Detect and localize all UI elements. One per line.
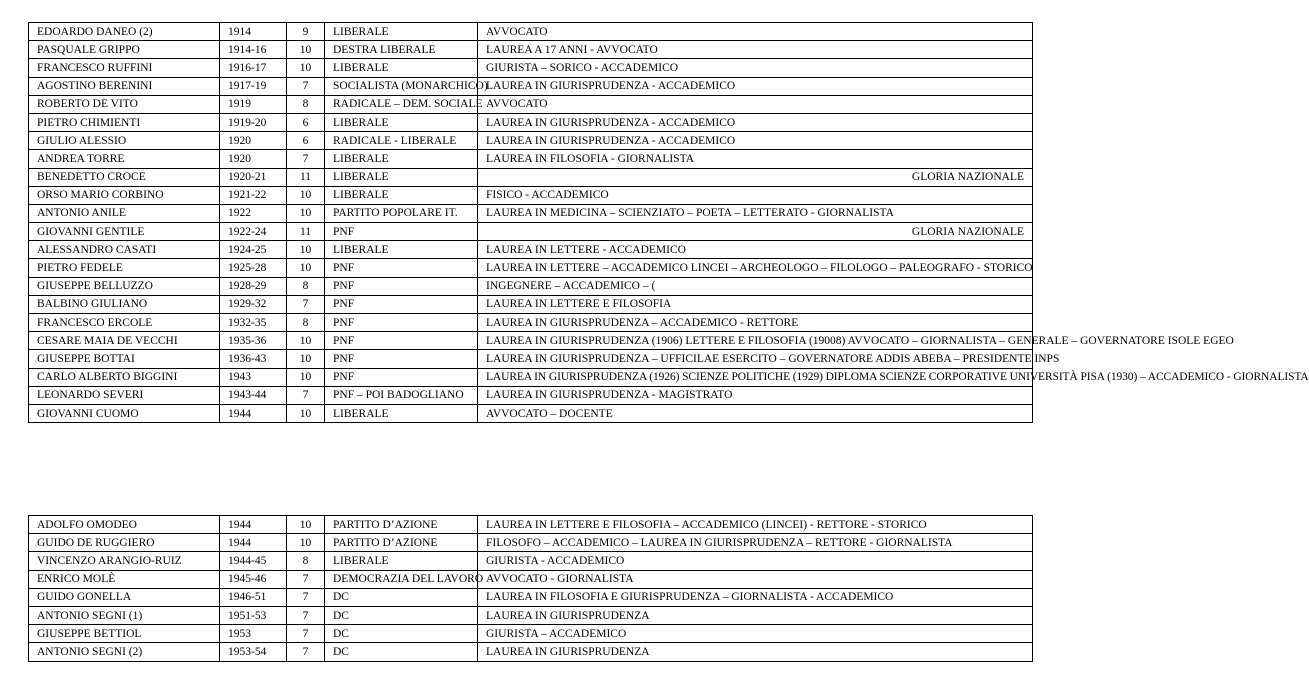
years-cell: 1953 [220, 625, 287, 643]
table-row [29, 77, 1033, 95]
minister-name-cell: ENRICO MOLÈ [29, 570, 220, 588]
party-cell: LIBERALE [325, 404, 478, 422]
government-number-cell: 8 [287, 314, 325, 332]
minister-name-cell: LEONARDO SEVERI [29, 386, 220, 404]
notes-cell: LAUREA IN GIURISPRUDENZA - MAGISTRATO [478, 386, 1033, 404]
years-cell: 1944 [220, 516, 287, 534]
table-row [29, 516, 1033, 534]
table-row [29, 59, 1033, 77]
table-row [29, 186, 1033, 204]
party-cell: DC [325, 625, 478, 643]
table-row [29, 204, 1033, 222]
party-cell: PNF [325, 295, 478, 313]
minister-name-cell: CESARE MAIA DE VECCHI [29, 332, 220, 350]
government-number-cell: 10 [287, 368, 325, 386]
years-cell: 1943-44 [220, 386, 287, 404]
minister-name-cell: FRANCESCO RUFFINI [29, 59, 220, 77]
notes-cell: LAUREA IN LETTERE E FILOSOFIA [478, 295, 1033, 313]
years-cell: 1936-43 [220, 350, 287, 368]
table-row [29, 95, 1033, 113]
minister-name-cell: PIETRO CHIMIENTI [29, 113, 220, 131]
minister-name-cell: ORSO MARIO CORBINO [29, 186, 220, 204]
years-cell: 1943 [220, 368, 287, 386]
table-row [29, 277, 1033, 295]
minister-name-cell: GIOVANNI GENTILE [29, 223, 220, 241]
minister-name-cell: ANDREA TORRE [29, 150, 220, 168]
years-cell: 1925-28 [220, 259, 287, 277]
ministers-table-2 [28, 515, 1033, 662]
table-row [29, 606, 1033, 624]
table-row [29, 570, 1033, 588]
notes-cell: FISICO - ACCADEMICO [478, 186, 1033, 204]
years-cell: 1916-17 [220, 59, 287, 77]
party-cell: RADICALE – DEM. SOCIALE [325, 95, 478, 113]
government-number-cell: 10 [287, 404, 325, 422]
minister-name-cell: GIUSEPPE BETTIOL [29, 625, 220, 643]
ministers-table-2-body [29, 516, 1033, 662]
party-cell: PNF [325, 314, 478, 332]
notes-cell: LAUREA IN GIURISPRUDENZA [478, 643, 1033, 661]
table-row [29, 404, 1033, 422]
notes-cell: LAUREA IN LETTERE – ACCADEMICO LINCEI – ARCHEOLOGO – FILOLOGO – PALEOGRAFO - STORICO [478, 259, 1033, 277]
minister-name-cell: ANTONIO ANILE [29, 204, 220, 222]
table-row [29, 332, 1033, 350]
years-cell: 1920 [220, 132, 287, 150]
government-number-cell: 7 [287, 150, 325, 168]
party-cell: DC [325, 643, 478, 661]
minister-name-cell: EDOARDO DANEO (2) [29, 23, 220, 41]
years-cell: 1921-22 [220, 186, 287, 204]
minister-name-cell: CARLO ALBERTO BIGGINI [29, 368, 220, 386]
years-cell: 1917-19 [220, 77, 287, 95]
government-number-cell: 11 [287, 168, 325, 186]
party-cell: LIBERALE [325, 168, 478, 186]
table-row [29, 368, 1033, 386]
years-cell: 1922 [220, 204, 287, 222]
government-number-cell: 6 [287, 132, 325, 150]
government-number-cell: 8 [287, 95, 325, 113]
government-number-cell: 10 [287, 186, 325, 204]
government-number-cell: 10 [287, 241, 325, 259]
years-cell: 1944 [220, 404, 287, 422]
notes-cell: INGEGNERE – ACCADEMICO – ( [478, 277, 1033, 295]
table-row [29, 295, 1033, 313]
minister-name-cell: ADOLFO OMODEO [29, 516, 220, 534]
government-number-cell: 10 [287, 534, 325, 552]
notes-cell: LAUREA IN GIURISPRUDENZA - ACCADEMICO [478, 77, 1033, 95]
party-cell: LIBERALE [325, 150, 478, 168]
table-row [29, 625, 1033, 643]
minister-name-cell: GUIDO GONELLA [29, 588, 220, 606]
minister-name-cell: GIUSEPPE BELLUZZO [29, 277, 220, 295]
minister-name-cell: ANTONIO SEGNI (1) [29, 606, 220, 624]
party-cell: DC [325, 588, 478, 606]
notes-cell: LAUREA IN GIURISPRUDENZA - ACCADEMICO [478, 113, 1033, 131]
notes-cell: LAUREA IN GIURISPRUDENZA – ACCADEMICO - RETTORE [478, 314, 1033, 332]
minister-name-cell: GIULIO ALESSIO [29, 132, 220, 150]
table-row [29, 552, 1033, 570]
years-cell: 1914 [220, 23, 287, 41]
party-cell: DESTRA LIBERALE [325, 41, 478, 59]
notes-cell: GLORIA NAZIONALE [478, 223, 1033, 241]
years-cell: 1944 [220, 534, 287, 552]
party-cell: DC [325, 606, 478, 624]
notes-cell: AVVOCATO – DOCENTE [478, 404, 1033, 422]
government-number-cell: 8 [287, 277, 325, 295]
party-cell: PNF [325, 332, 478, 350]
table-row [29, 386, 1033, 404]
government-number-cell: 7 [287, 570, 325, 588]
government-number-cell: 10 [287, 516, 325, 534]
party-cell: LIBERALE [325, 552, 478, 570]
notes-cell: LAUREA IN GIURISPRUDENZA - ACCADEMICO [478, 132, 1033, 150]
party-cell: PARTITO POPOLARE IT. [325, 204, 478, 222]
notes-cell: LAUREA IN LETTERE E FILOSOFIA – ACCADEMICO (LINCEI) - RETTORE - STORICO [478, 516, 1033, 534]
table-row [29, 350, 1033, 368]
government-number-cell: 7 [287, 77, 325, 95]
notes-cell: GIURISTA – ACCADEMICO [478, 625, 1033, 643]
years-cell: 1932-35 [220, 314, 287, 332]
years-cell: 1919-20 [220, 113, 287, 131]
notes-cell: LAUREA IN GIURISPRUDENZA (1906) LETTERE E FILOSOFIA (19008) AVVOCATO – GIORNALISTA – GENERALE – GOVERNATORE ISOLE EGEO [478, 332, 1033, 350]
government-number-cell: 7 [287, 625, 325, 643]
government-number-cell: 10 [287, 204, 325, 222]
government-number-cell: 7 [287, 295, 325, 313]
notes-cell: GLORIA NAZIONALE [478, 168, 1033, 186]
government-number-cell: 7 [287, 643, 325, 661]
years-cell: 1924-25 [220, 241, 287, 259]
notes-cell: LAUREA IN GIURISPRUDENZA (1926) SCIENZE POLITICHE (1929) DIPLOMA SCIENZE CORPORATIVE UNIVERSITÀ PISA (1930) – ACCADEMICO - GIORNALISTA [478, 368, 1033, 386]
table-row [29, 23, 1033, 41]
notes-cell: LAUREA IN LETTERE - ACCADEMICO [478, 241, 1033, 259]
minister-name-cell: PASQUALE GRIPPO [29, 41, 220, 59]
minister-name-cell: GUIDO DE RUGGIERO [29, 534, 220, 552]
government-number-cell: 10 [287, 350, 325, 368]
notes-cell: AVVOCATO [478, 95, 1033, 113]
party-cell: PNF [325, 223, 478, 241]
years-cell: 1920 [220, 150, 287, 168]
years-cell: 1914-16 [220, 41, 287, 59]
minister-name-cell: BALBINO GIULIANO [29, 295, 220, 313]
minister-name-cell: VINCENZO ARANGIO-RUIZ [29, 552, 220, 570]
table-row [29, 168, 1033, 186]
minister-name-cell: ANTONIO SEGNI (2) [29, 643, 220, 661]
notes-cell: FILOSOFO – ACCADEMICO – LAUREA IN GIURISPRUDENZA – RETTORE - GIORNALISTA [478, 534, 1033, 552]
government-number-cell: 6 [287, 113, 325, 131]
years-cell: 1945-46 [220, 570, 287, 588]
table-row [29, 241, 1033, 259]
notes-cell: LAUREA A 17 ANNI - AVVOCATO [478, 41, 1033, 59]
notes-cell: LAUREA IN GIURISPRUDENZA – UFFICILAE ESERCITO – GOVERNATORE ADDIS ABEBA – PRESIDENTE INPS [478, 350, 1033, 368]
minister-name-cell: FRANCESCO ERCOLE [29, 314, 220, 332]
party-cell: PARTITO D’AZIONE [325, 516, 478, 534]
table-row [29, 534, 1033, 552]
party-cell: PNF [325, 368, 478, 386]
years-cell: 1928-29 [220, 277, 287, 295]
years-cell: 1946-51 [220, 588, 287, 606]
minister-name-cell: GIOVANNI CUOMO [29, 404, 220, 422]
ministers-table-1 [28, 22, 1309, 423]
table-row [29, 132, 1033, 150]
party-cell: LIBERALE [325, 186, 478, 204]
notes-cell: GIURISTA – SORICO - ACCADEMICO [478, 59, 1033, 77]
minister-name-cell: ROBERTO DE VITO [29, 95, 220, 113]
notes-cell: LAUREA IN FILOSOFIA - GIORNALISTA [478, 150, 1033, 168]
table-row [29, 643, 1033, 661]
years-cell: 1935-36 [220, 332, 287, 350]
government-number-cell: 8 [287, 552, 325, 570]
party-cell: LIBERALE [325, 23, 478, 41]
years-cell: 1919 [220, 95, 287, 113]
years-cell: 1920-21 [220, 168, 287, 186]
table-row [29, 259, 1033, 277]
government-number-cell: 10 [287, 41, 325, 59]
notes-cell: LAUREA IN FILOSOFIA E GIURISPRUDENZA – GIORNALISTA - ACCADEMICO [478, 588, 1033, 606]
notes-cell: AVVOCATO [478, 23, 1033, 41]
notes-cell: GIURISTA - ACCADEMICO [478, 552, 1033, 570]
party-cell: PNF [325, 277, 478, 295]
party-cell: SOCIALISTA (MONARCHICO) [325, 77, 478, 95]
years-cell: 1951-53 [220, 606, 287, 624]
notes-cell: AVVOCATO - GIORNALISTA [478, 570, 1033, 588]
government-number-cell: 7 [287, 386, 325, 404]
table-row [29, 113, 1033, 131]
government-number-cell: 7 [287, 606, 325, 624]
minister-name-cell: AGOSTINO BERENINI [29, 77, 220, 95]
government-number-cell: 11 [287, 223, 325, 241]
party-cell: PARTITO D’AZIONE [325, 534, 478, 552]
minister-name-cell: PIETRO FEDELE [29, 259, 220, 277]
table-row [29, 314, 1033, 332]
government-number-cell: 7 [287, 588, 325, 606]
minister-name-cell: BENEDETTO CROCE [29, 168, 220, 186]
table-row [29, 588, 1033, 606]
government-number-cell: 9 [287, 23, 325, 41]
minister-name-cell: GIUSEPPE BOTTAI [29, 350, 220, 368]
government-number-cell: 10 [287, 259, 325, 277]
party-cell: PNF [325, 259, 478, 277]
party-cell: LIBERALE [325, 241, 478, 259]
government-number-cell: 10 [287, 332, 325, 350]
minister-name-cell: ALESSANDRO CASATI [29, 241, 220, 259]
party-cell: PNF [325, 350, 478, 368]
notes-cell: LAUREA IN MEDICINA – SCIENZIATO – POETA – LETTERATO - GIORNALISTA [478, 204, 1033, 222]
table-row [29, 223, 1033, 241]
party-cell: PNF – POI BADOGLIANO [325, 386, 478, 404]
ministers-table-1-body [29, 23, 1309, 423]
notes-cell: LAUREA IN GIURISPRUDENZA [478, 606, 1033, 624]
party-cell: LIBERALE [325, 59, 478, 77]
party-cell: RADICALE - LIBERALE [325, 132, 478, 150]
years-cell: 1953-54 [220, 643, 287, 661]
years-cell: 1922-24 [220, 223, 287, 241]
years-cell: 1929-32 [220, 295, 287, 313]
party-cell: LIBERALE [325, 113, 478, 131]
party-cell: DEMOCRAZIA DEL LAVORO [325, 570, 478, 588]
table-row [29, 41, 1033, 59]
years-cell: 1944-45 [220, 552, 287, 570]
government-number-cell: 10 [287, 59, 325, 77]
table-row [29, 150, 1033, 168]
